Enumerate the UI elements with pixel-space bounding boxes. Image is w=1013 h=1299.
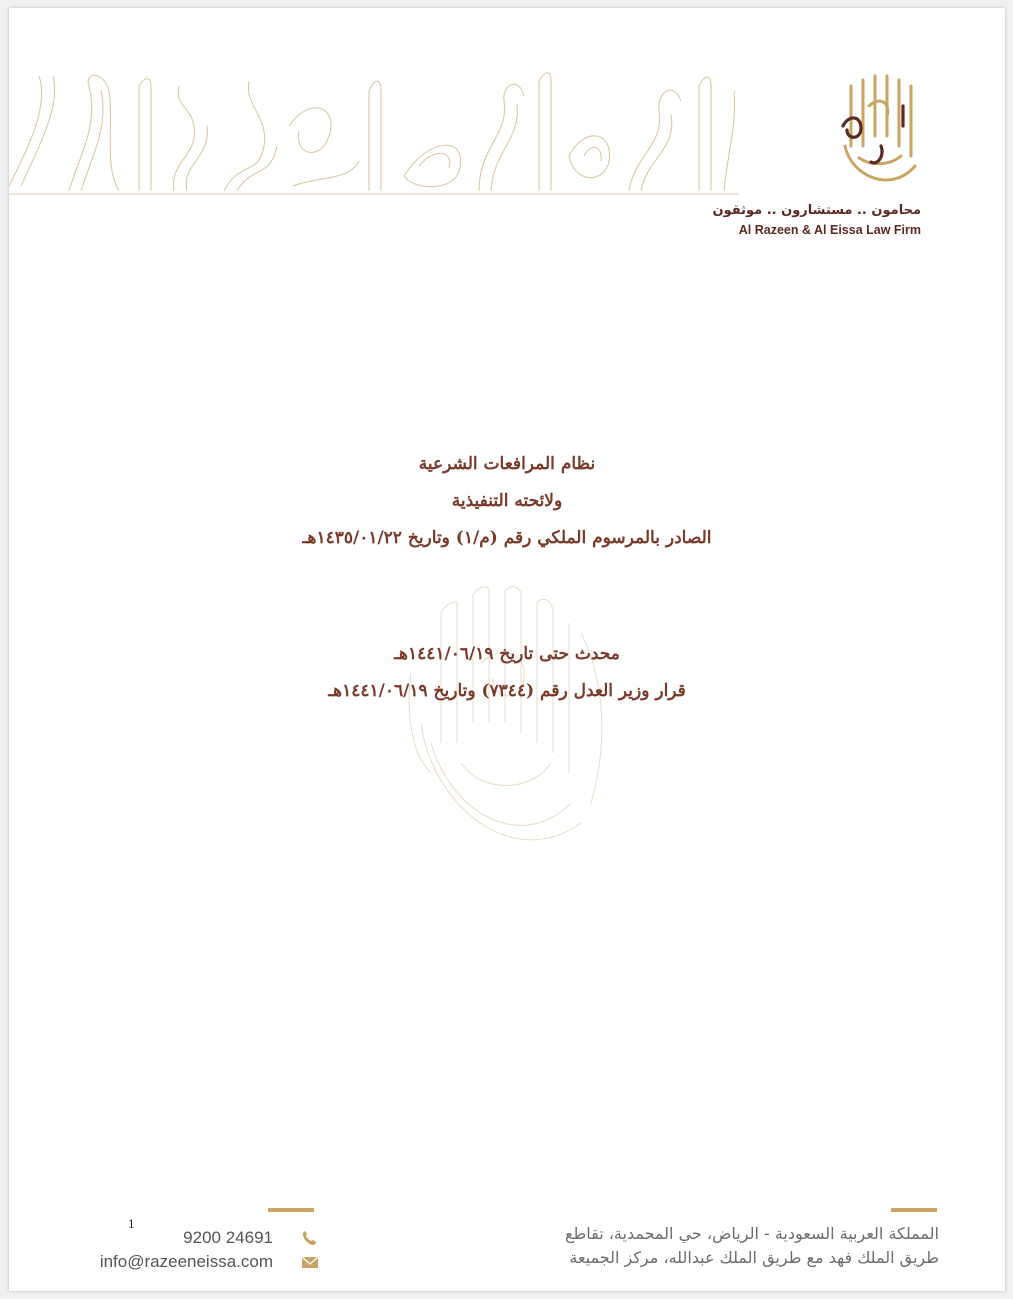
document-title-block <box>9 446 1005 557</box>
document-page <box>9 8 1005 1291</box>
firm-name-english: Al Razeen & Al Eissa Law Firm <box>738 223 921 237</box>
title-line-1: نظام المرافعات الشرعية <box>418 454 596 474</box>
minister-decision-line: قرار وزير العدل رقم (٧٣٤٤) وتاريخ ١٤٤١/٠٦/١٩هـ <box>328 681 686 701</box>
email-row <box>69 1250 319 1274</box>
envelope-icon <box>301 1254 319 1270</box>
calligraphy-banner-icon <box>9 66 739 196</box>
updated-until-line: محدث حتى تاريخ ١٤٤١/٠٦/١٩هـ <box>394 644 620 664</box>
phone-icon <box>301 1230 319 1246</box>
calligraphy-watermark-icon <box>401 573 623 873</box>
address-line-1: المملكة العربية السعودية - الرياض، حي المحمدية، تقاطع <box>565 1224 939 1243</box>
footer-divider-left <box>268 1208 314 1212</box>
phone-number: 9200 24691 <box>183 1228 273 1247</box>
address-line-2: طريق الملك فهد مع طريق الملك عبدالله، مركز الجميعة <box>569 1248 939 1267</box>
title-line-3: الصادر بالمرسوم الملكي رقم (م/١) وتاريخ ١٤٣٥/٠١/٢٢هـ <box>302 528 712 548</box>
email-address[interactable]: info@razeeneissa.com <box>99 1252 273 1271</box>
page-number: 1 <box>128 1216 135 1231</box>
footer-address <box>459 1222 939 1270</box>
firm-logo-icon <box>831 66 927 196</box>
phone-row <box>69 1226 319 1250</box>
title-line-2: ولائحته التنفيذية <box>451 491 563 511</box>
tagline-arabic: محامون .. مستشارون .. موثقون <box>712 203 921 218</box>
footer-divider-right <box>891 1208 937 1212</box>
update-info-block <box>9 636 1005 710</box>
